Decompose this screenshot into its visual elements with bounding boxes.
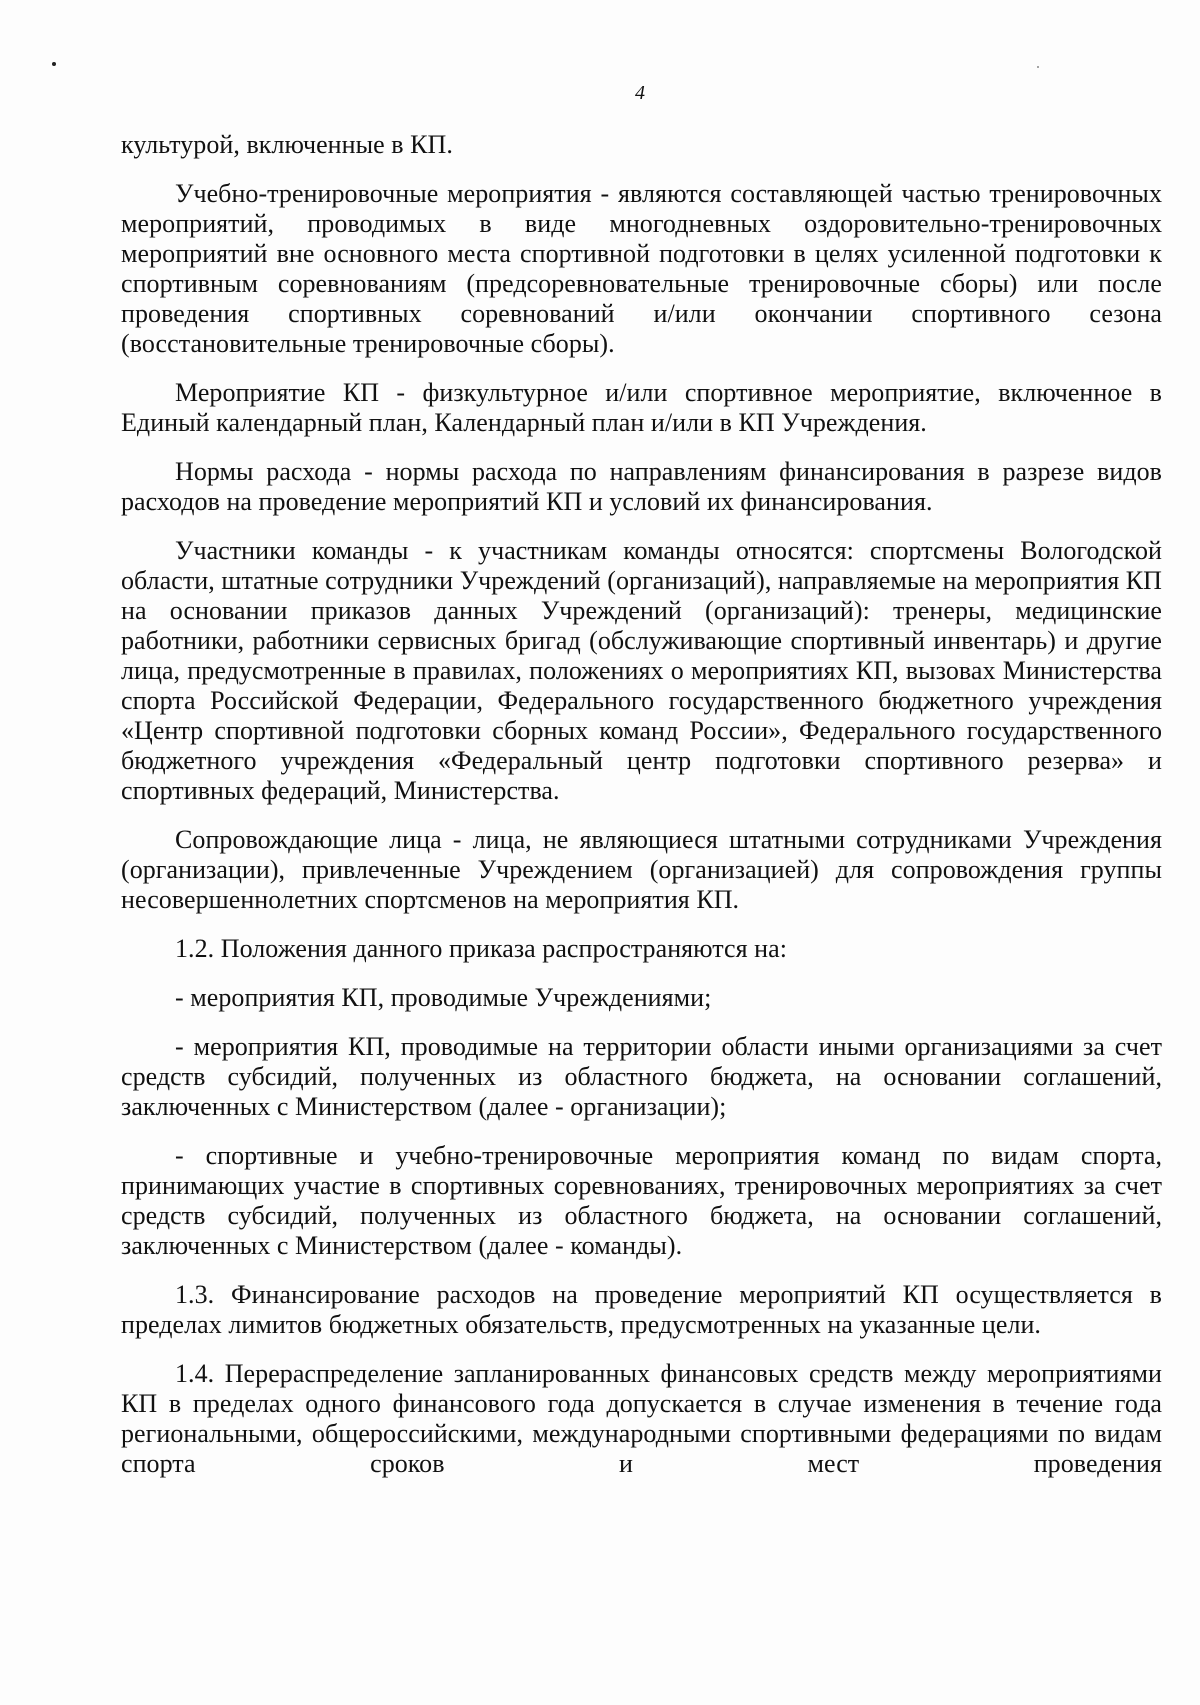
paragraph: 1.2. Положения данного приказа распространяются на: <box>175 934 788 963</box>
paragraph: культурой, включенные в КП. <box>121 130 453 159</box>
scan-speck <box>1037 66 1039 68</box>
paragraph: Учебно-тренировочные мероприятия - являются составляющей частью тренировочных мероприятий, проводимых в виде многодневных оздоровительно-тренировочных мероприятий вне основного места спортивной подготовки в целях усиленной подготовки к спортивным соревнованиям (предсоревновательные тренировочные сборы) или после проведения спортивных соревнований и/или окончании спортивного сезона (восстановительные тренировочные сборы). <box>121 179 1162 358</box>
paragraph: Сопровождающие лица - лица, не являющиеся штатными сотрудниками Учреждения (организации), привлеченные Учреждением (организацией) для сопровождения группы несовершеннолетних спортсменов на мероприятия КП. <box>121 825 1162 914</box>
paragraph: 1.4. Перераспределение запланированных финансовых средств между мероприятиями КП в пределах одного финансового года допускается в случае изменения в течение года региональными, общероссийскими, международными спортивными федерациями по видам спорта сроков и мест проведения <box>121 1359 1162 1478</box>
page-number: 4 <box>635 82 645 104</box>
paragraph: Участники команды - к участникам команды относятся: спортсмены Вологодской области, штатные сотрудники Учреждений (организаций), направляемые на мероприятия КП на основании приказов данных Учреждений (организаций): тренеры, медицинские работники, работники сервисных бригад (обслуживающие спортивный инвентарь) и другие лица, предусмотренные в правилах, положениях о мероприятиях КП, вызовах Министерства спорта Российской Федерации, Федерального государственного бюджетного учреждения «Центр спортивной подготовки сборных команд России», Федерального государственного бюджетного учреждения «Федеральный центр подготовки спортивного резерва» и спортивных федераций, Министерства. <box>121 536 1162 805</box>
paragraph: - мероприятия КП, проводимые на территории области иными организациями за счет средств субсидий, полученных из областного бюджета, на основании соглашений, заключенных с Министерством (далее - организации); <box>121 1032 1162 1121</box>
scan-speck <box>52 62 56 66</box>
document-body <box>121 130 1162 1479</box>
paragraph: Нормы расхода - нормы расхода по направлениям финансирования в разрезе видов расходов на проведение мероприятий КП и условий их финансирования. <box>121 457 1162 516</box>
paragraph: - спортивные и учебно-тренировочные мероприятия команд по видам спорта, принимающих участие в спортивных соревнованиях, тренировочных мероприятиях за счет средств субсидий, полученных из областного бюджета, на основании соглашений, заключенных с Министерством (далее - команды). <box>121 1141 1162 1260</box>
paragraph: - мероприятия КП, проводимые Учреждениями; <box>175 983 712 1012</box>
paragraph: 1.3. Финансирование расходов на проведение мероприятий КП осуществляется в пределах лимитов бюджетных обязательств, предусмотренных на указанные цели. <box>121 1280 1162 1339</box>
paragraph: Мероприятие КП - физкультурное и/или спортивное мероприятие, включенное в Единый календарный план, Календарный план и/или в КП Учреждения. <box>121 378 1162 437</box>
